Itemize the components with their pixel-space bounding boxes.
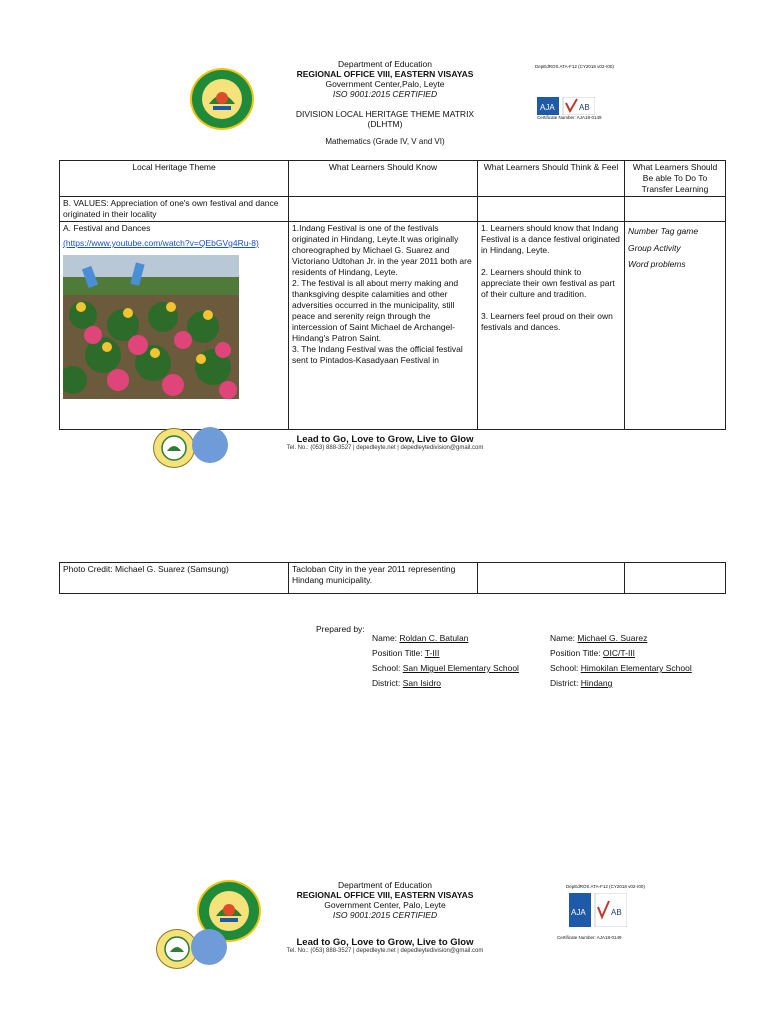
iso-cert: ISO 9001:2015 CERTIFIED <box>332 89 438 99</box>
school-value: San Miguel Elementary School <box>402 663 519 673</box>
do-item-3: Word problems <box>628 259 686 269</box>
do-item-2: Group Activity <box>628 242 681 253</box>
district-label: District: <box>550 678 581 688</box>
deped-seal-logo <box>190 68 254 130</box>
school-label: School: <box>550 663 581 673</box>
district-value: Hindang <box>580 678 613 688</box>
position-value: OIC/T-III <box>602 648 636 658</box>
empty-cell <box>625 563 726 594</box>
think-text: 1. Learners should know that Indang Festival is a dance festival originated in Hindang, Leyte. 2. Learners should think to appreciate their own festival as part of their culture and tradition. 3. Learners feel proud on their own festivals and dances. <box>481 223 620 332</box>
values-row <box>60 197 726 222</box>
svg-text:AB: AB <box>611 908 622 917</box>
name-label: Name: <box>550 633 578 643</box>
header-think: What Learners Should Think & Feel <box>478 161 625 197</box>
empty-cell <box>478 563 625 594</box>
theme-label: A. Festival and Dances <box>63 223 151 233</box>
blue-circle-mark <box>192 427 228 463</box>
seal-emblem-icon <box>199 76 245 122</box>
do-cell <box>625 222 726 430</box>
district-label: District: <box>372 678 403 688</box>
aja-cert-logo-2 <box>569 893 627 927</box>
cert-number: Certificate Number: AJA18-0149 <box>537 115 602 120</box>
aja-logo-icon <box>569 893 627 927</box>
position-label: Position Title: <box>372 648 425 658</box>
continued-text: Tacloban City in the year 2011 representing Hindang municipality. <box>289 563 478 594</box>
preparer-2-position <box>550 646 730 661</box>
empty-cell <box>289 197 478 222</box>
heritage-matrix-table <box>59 160 726 430</box>
preparer-2-name <box>550 631 730 646</box>
seal-emblem-icon <box>206 888 252 934</box>
header-block <box>270 59 500 99</box>
footer-contact: Tel. No.: (053) 888-3527 | depedleyte.net | depedleytedivision@gmail.com <box>286 445 484 451</box>
footer-contact-2: Tel. No.: (053) 888-3527 | depedleyte.net | depedleytedivision@gmail.com <box>286 948 484 954</box>
festival-photo <box>63 255 239 399</box>
know-cell <box>289 222 478 430</box>
photo-credit: Photo Credit: Michael G. Suarez (Samsung) <box>60 563 289 594</box>
office-address: Government Center,Palo, Leyte <box>325 79 445 89</box>
name-label: Name: <box>372 633 400 643</box>
values-text: B. VALUES: Appreciation of one's own festival and dance originated in their locality <box>60 197 289 222</box>
think-cell <box>478 222 625 430</box>
doc-title: DIVISION LOCAL HERITAGE THEME MATRIX <box>295 109 475 119</box>
blue-circle-mark-2 <box>191 929 227 965</box>
name-value: Roldan C. Batulan <box>399 633 469 643</box>
dept-name: Department of Education <box>337 59 433 69</box>
preparer-2-district <box>550 676 730 691</box>
school-label: School: <box>372 663 403 673</box>
division-seal-icon <box>160 434 188 462</box>
aja-logo-icon <box>537 97 595 115</box>
svg-text:AJA: AJA <box>540 103 555 112</box>
region-name-2: REGIONAL OFFICE VIII, EASTERN VISAYAS <box>296 890 474 900</box>
empty-cell <box>478 197 625 222</box>
svg-text:AJA: AJA <box>571 908 586 917</box>
dept-name-2: Department of Education <box>337 880 433 890</box>
festival-row <box>60 222 726 430</box>
preparer-1-position <box>372 646 552 661</box>
cert-code: DepEdROS ATA-F12 (CY2018 v02-r00) <box>535 64 614 69</box>
preparer-1-name <box>372 631 552 646</box>
header-do: What Learners Should Be able To Do To Transfer Learning <box>625 161 726 197</box>
continuation-table <box>59 562 726 594</box>
preparer-2-school <box>550 661 730 676</box>
header-theme: Local Heritage Theme <box>60 161 289 197</box>
school-value: Himokilan Elementary School <box>580 663 692 673</box>
cert-code-2: DepEdROS ATA-F12 (CY2018 v02-r00) <box>566 884 645 889</box>
preparer-1-district <box>372 676 552 691</box>
continuation-row <box>60 563 726 594</box>
prepared-by-label: Prepared by: <box>316 624 365 634</box>
footer-block <box>260 434 510 451</box>
division-seal-logo <box>153 428 195 468</box>
preparer-1-school <box>372 661 552 676</box>
division-seal-icon <box>163 935 191 963</box>
iso-cert-2: ISO 9001:2015 CERTIFIED <box>332 910 438 920</box>
know-text: 1.Indang Festival is one of the festivals originated in Hindang, Leyte.It was originally choreographed by Michael G. Suarez and Victoriano Udtohan Jr. in the year 2011 both are residents of Hindang, Leyte. 2. The festival is all about merry making and thanksgiving despite calamities and other adversities occurred in the municipality, still peace and serenity reign through the intercession of Saint Michael de Archangel-Hindang's Patron Saint. 3. The Indang Festival was the official festival sent to Pintados-Kasadyaan Festival in <box>292 223 472 365</box>
cert-number-2: Certificate Number: AJA18-0149 <box>557 935 622 940</box>
position-value: T-III <box>424 648 440 658</box>
name-value: Michael G. Suarez <box>577 633 648 643</box>
region-name: REGIONAL OFFICE VIII, EASTERN VISAYAS <box>296 69 474 79</box>
header-know: What Learners Should Know <box>289 161 478 197</box>
doc-title-block <box>270 109 500 147</box>
svg-text:AB: AB <box>579 103 590 112</box>
doc-abbrev: (DLHTM) <box>367 119 403 129</box>
aja-cert-logo <box>537 97 595 115</box>
office-address-2: Government Center, Palo, Leyte <box>324 900 446 910</box>
footer-motto-2: Lead to Go, Love to Grow, Live to Glow <box>296 937 474 948</box>
district-value: San Isidro <box>402 678 441 688</box>
footer-motto: Lead to Go, Love to Grow, Live to Glow <box>296 434 474 445</box>
position-label: Position Title: <box>550 648 603 658</box>
table-header-row <box>60 161 726 197</box>
preparer-2 <box>550 631 730 691</box>
header-block-2 <box>270 880 500 920</box>
preparer-1 <box>372 631 552 691</box>
youtube-link[interactable]: (https://www.youtube.com/watch?v=QEbGVg4Ru-8) <box>63 238 259 248</box>
empty-cell <box>625 197 726 222</box>
do-item-1: Number Tag game <box>628 226 699 236</box>
footer-block-2 <box>260 937 510 954</box>
theme-cell <box>60 222 289 430</box>
doc-subject: Mathematics (Grade IV, V and VI) <box>325 137 445 146</box>
festival-dancers-image <box>63 255 239 399</box>
